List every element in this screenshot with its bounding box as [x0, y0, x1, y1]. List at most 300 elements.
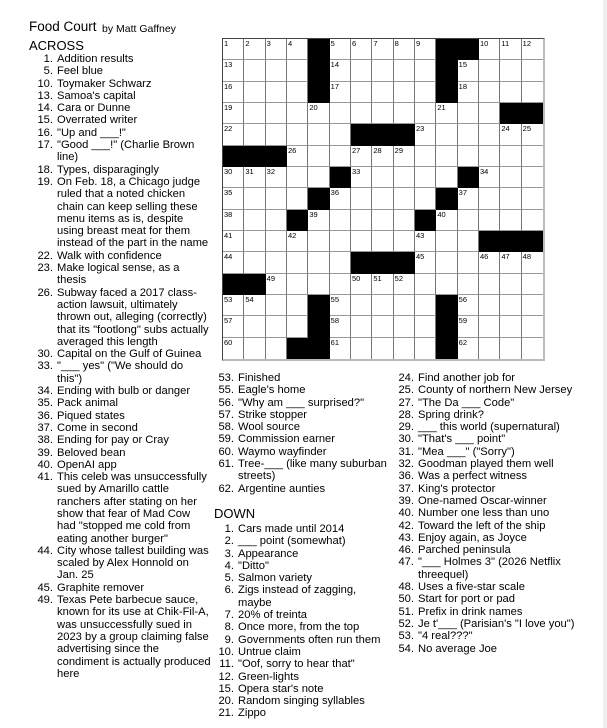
- grid-cell[interactable]: [266, 210, 287, 231]
- grid-cell[interactable]: [223, 295, 244, 316]
- grid-cell[interactable]: [330, 60, 351, 81]
- grid-cell[interactable]: [500, 60, 521, 81]
- down-clue[interactable]: [394, 433, 584, 445]
- grid-cell[interactable]: [479, 338, 500, 359]
- grid-cell[interactable]: [522, 124, 543, 145]
- clue-number: 51.: [398, 605, 414, 618]
- grid-cell[interactable]: [351, 210, 372, 231]
- down-clue[interactable]: [394, 446, 584, 458]
- grid-cell[interactable]: [244, 338, 265, 359]
- down-clue[interactable]: [214, 560, 392, 572]
- grid-cell[interactable]: [415, 252, 436, 273]
- grid-cell[interactable]: [372, 103, 393, 124]
- clue-text: "Ditto": [238, 559, 269, 572]
- grid-cell[interactable]: [522, 60, 543, 81]
- grid-cell[interactable]: [287, 188, 308, 209]
- grid-cell[interactable]: [351, 167, 372, 188]
- grid-cell[interactable]: [458, 60, 479, 81]
- down-clue[interactable]: [394, 397, 584, 409]
- grid-cell[interactable]: [415, 39, 436, 60]
- grid-cell[interactable]: [287, 274, 308, 295]
- grid-cell[interactable]: [394, 338, 415, 359]
- grid-cell[interactable]: [287, 231, 308, 252]
- grid-cell[interactable]: [287, 252, 308, 273]
- grid-cell[interactable]: [266, 338, 287, 359]
- grid-cell[interactable]: [287, 316, 308, 337]
- grid-cell[interactable]: [415, 82, 436, 103]
- black-square: [308, 295, 329, 316]
- grid-cell[interactable]: [223, 82, 244, 103]
- cell-number: 7: [373, 39, 378, 48]
- grid-cell[interactable]: [287, 39, 308, 60]
- grid-cell[interactable]: [244, 252, 265, 273]
- grid-cell[interactable]: [415, 231, 436, 252]
- across-clue[interactable]: [29, 90, 211, 102]
- cell-number: 34: [480, 167, 489, 176]
- grid-cell[interactable]: [266, 124, 287, 145]
- grid-cell[interactable]: [244, 231, 265, 252]
- clue-number: 43.: [398, 531, 414, 544]
- across-clue[interactable]: [29, 545, 211, 582]
- grid-cell[interactable]: [500, 146, 521, 167]
- grid-cell[interactable]: [394, 167, 415, 188]
- grid-cell[interactable]: [372, 295, 393, 316]
- grid-cell[interactable]: [223, 103, 244, 124]
- grid-cell[interactable]: [394, 295, 415, 316]
- cell-number: 9: [416, 39, 421, 48]
- grid-cell[interactable]: [479, 252, 500, 273]
- grid-cell[interactable]: [266, 82, 287, 103]
- grid-cell[interactable]: [266, 316, 287, 337]
- grid-cell[interactable]: [244, 210, 265, 231]
- clue-text: OpenAI app: [57, 458, 117, 471]
- across-clue[interactable]: [214, 397, 392, 409]
- grid-cell[interactable]: [436, 274, 457, 295]
- clue-text: Types, disparagingly: [57, 163, 159, 176]
- grid-cell[interactable]: [394, 316, 415, 337]
- grid-cell[interactable]: [479, 103, 500, 124]
- grid-cell[interactable]: [330, 274, 351, 295]
- across-clue[interactable]: [29, 360, 211, 385]
- across-clue[interactable]: [29, 471, 211, 545]
- down-clue[interactable]: [214, 535, 392, 547]
- grid-cell[interactable]: [522, 210, 543, 231]
- down-clue[interactable]: [214, 658, 392, 670]
- grid-cell[interactable]: [500, 252, 521, 273]
- grid-cell[interactable]: [372, 274, 393, 295]
- down-clue[interactable]: [214, 707, 392, 719]
- black-square: [244, 274, 265, 295]
- grid-cell[interactable]: [479, 167, 500, 188]
- cell-number: 32: [266, 167, 275, 176]
- grid-cell[interactable]: [436, 252, 457, 273]
- grid-cell[interactable]: [500, 274, 521, 295]
- clue-text: Je t'___ (Parisian's "I love you"): [418, 617, 575, 630]
- grid-cell[interactable]: [436, 146, 457, 167]
- grid-cell[interactable]: [500, 82, 521, 103]
- grid-cell[interactable]: [330, 231, 351, 252]
- down-clue[interactable]: [214, 609, 392, 621]
- grid-cell[interactable]: [223, 167, 244, 188]
- grid-cell[interactable]: [394, 210, 415, 231]
- clue-text: Spring drink?: [418, 408, 484, 421]
- grid-cell[interactable]: [223, 39, 244, 60]
- grid-cell[interactable]: [308, 252, 329, 273]
- grid-cell[interactable]: [522, 82, 543, 103]
- grid-cell[interactable]: [287, 146, 308, 167]
- across-clue[interactable]: [29, 447, 211, 459]
- down-clue[interactable]: [394, 556, 584, 581]
- grid-cell[interactable]: [287, 167, 308, 188]
- grid-cell[interactable]: [372, 39, 393, 60]
- grid-cell[interactable]: [287, 124, 308, 145]
- across-clue[interactable]: [29, 127, 211, 139]
- grid-cell[interactable]: [351, 82, 372, 103]
- grid-cell[interactable]: [500, 167, 521, 188]
- grid-cell[interactable]: [458, 252, 479, 273]
- grid-cell[interactable]: [479, 39, 500, 60]
- grid-cell[interactable]: [351, 231, 372, 252]
- grid-cell[interactable]: [223, 210, 244, 231]
- across-clue[interactable]: [29, 114, 211, 126]
- grid-cell[interactable]: [479, 295, 500, 316]
- down-clue[interactable]: [394, 372, 584, 384]
- grid-cell[interactable]: [223, 252, 244, 273]
- grid-cell[interactable]: [479, 146, 500, 167]
- down-clue[interactable]: [394, 544, 584, 556]
- grid-cell[interactable]: [479, 210, 500, 231]
- grid-cell[interactable]: [415, 146, 436, 167]
- grid-cell[interactable]: [244, 188, 265, 209]
- grid-cell[interactable]: [436, 231, 457, 252]
- grid-cell[interactable]: [394, 231, 415, 252]
- grid-cell[interactable]: [308, 124, 329, 145]
- down-clue[interactable]: [394, 483, 584, 495]
- grid-cell[interactable]: [479, 274, 500, 295]
- grid-cell[interactable]: [458, 274, 479, 295]
- grid-cell[interactable]: [522, 167, 543, 188]
- grid-cell[interactable]: [223, 231, 244, 252]
- grid-cell[interactable]: [330, 338, 351, 359]
- grid-cell[interactable]: [308, 103, 329, 124]
- clue-text: Governments often run them: [238, 633, 381, 646]
- grid-cell[interactable]: [244, 39, 265, 60]
- down-clue[interactable]: [394, 458, 584, 470]
- clue-text: "___ yes" ("We should do this"): [57, 360, 184, 385]
- grid-cell[interactable]: [372, 231, 393, 252]
- across-clue[interactable]: [29, 262, 211, 287]
- grid-cell[interactable]: [394, 60, 415, 81]
- grid-cell[interactable]: [500, 295, 521, 316]
- grid-cell[interactable]: [500, 210, 521, 231]
- grid-cell[interactable]: [330, 103, 351, 124]
- grid-cell[interactable]: [522, 188, 543, 209]
- grid-cell[interactable]: [372, 316, 393, 337]
- clue-text: One-named Oscar-winner: [418, 494, 547, 507]
- grid-cell[interactable]: [330, 124, 351, 145]
- grid-cell[interactable]: [372, 210, 393, 231]
- grid-cell[interactable]: [266, 167, 287, 188]
- grid-cell[interactable]: [372, 60, 393, 81]
- grid-cell[interactable]: [436, 167, 457, 188]
- grid-cell[interactable]: [522, 252, 543, 273]
- grid-cell[interactable]: [522, 338, 543, 359]
- grid-cell[interactable]: [330, 295, 351, 316]
- grid-cell[interactable]: [394, 82, 415, 103]
- across-clue[interactable]: [214, 372, 392, 384]
- clue-number: 7.: [224, 609, 234, 622]
- grid-cell[interactable]: [522, 295, 543, 316]
- grid-cell[interactable]: [458, 124, 479, 145]
- black-square: [522, 231, 543, 252]
- grid-cell[interactable]: [394, 146, 415, 167]
- clue-number: 40.: [37, 458, 53, 471]
- cell-number: 55: [330, 295, 339, 304]
- grid-cell[interactable]: [458, 295, 479, 316]
- grid-cell[interactable]: [351, 338, 372, 359]
- across-clue[interactable]: [29, 422, 211, 434]
- grid-cell[interactable]: [244, 124, 265, 145]
- grid-cell[interactable]: [415, 188, 436, 209]
- grid-cell[interactable]: [351, 39, 372, 60]
- grid-cell[interactable]: [436, 103, 457, 124]
- down-clue[interactable]: [394, 470, 584, 482]
- grid-cell[interactable]: [287, 295, 308, 316]
- across-clue[interactable]: [29, 250, 211, 262]
- grid-cell[interactable]: [458, 188, 479, 209]
- grid-cell[interactable]: [479, 124, 500, 145]
- grid-cell[interactable]: [436, 124, 457, 145]
- crossword-grid[interactable]: [222, 38, 545, 361]
- grid-cell[interactable]: [458, 146, 479, 167]
- across-clue[interactable]: [29, 434, 211, 446]
- across-clue[interactable]: [29, 348, 211, 360]
- grid-cell[interactable]: [372, 146, 393, 167]
- grid-cell[interactable]: [266, 295, 287, 316]
- down-clue[interactable]: [214, 646, 392, 658]
- clue-number: 18.: [37, 163, 53, 176]
- grid-cell[interactable]: [244, 60, 265, 81]
- grid-cell[interactable]: [266, 274, 287, 295]
- grid-cell[interactable]: [351, 274, 372, 295]
- down-clue[interactable]: [214, 695, 392, 707]
- grid-cell[interactable]: [244, 82, 265, 103]
- across-heading: ACROSS: [29, 38, 84, 53]
- grid-cell[interactable]: [308, 210, 329, 231]
- grid-cell[interactable]: [500, 124, 521, 145]
- grid-cell[interactable]: [266, 252, 287, 273]
- cell-number: 20: [309, 103, 318, 112]
- down-clue[interactable]: [394, 409, 584, 421]
- across-clue[interactable]: [29, 102, 211, 114]
- down-clue-list-continued: [394, 372, 584, 655]
- down-clue[interactable]: [214, 572, 392, 584]
- down-clue[interactable]: [394, 581, 584, 593]
- grid-cell[interactable]: [223, 188, 244, 209]
- grid-cell[interactable]: [244, 103, 265, 124]
- grid-cell[interactable]: [458, 103, 479, 124]
- down-clue[interactable]: [214, 683, 392, 695]
- grid-cell[interactable]: [351, 188, 372, 209]
- cell-number: 21: [437, 103, 446, 112]
- grid-cell[interactable]: [522, 146, 543, 167]
- down-clue[interactable]: [394, 618, 584, 630]
- down-clue[interactable]: [394, 532, 584, 544]
- across-clue[interactable]: [29, 139, 211, 164]
- grid-cell[interactable]: [287, 60, 308, 81]
- grid-cell[interactable]: [330, 146, 351, 167]
- grid-cell[interactable]: [372, 338, 393, 359]
- across-clue[interactable]: [29, 582, 211, 594]
- across-clue[interactable]: [214, 446, 392, 458]
- down-clue[interactable]: [214, 584, 392, 609]
- across-clue[interactable]: [214, 384, 392, 396]
- across-clue[interactable]: [29, 385, 211, 397]
- across-clue[interactable]: [29, 410, 211, 422]
- across-clue[interactable]: [214, 433, 392, 445]
- down-clue[interactable]: [394, 643, 584, 655]
- grid-cell[interactable]: [415, 103, 436, 124]
- grid-cell[interactable]: [372, 188, 393, 209]
- grid-cell[interactable]: [458, 82, 479, 103]
- down-clue[interactable]: [214, 634, 392, 646]
- clue-text: Texas Pete barbecue sauce, known for its use at Chik-Fil-A, was unsuccessfully sued in 2023 by a group claiming false advertising since the condiment is actually produced here: [57, 594, 211, 680]
- grid-cell[interactable]: [266, 60, 287, 81]
- down-clue[interactable]: [394, 593, 584, 605]
- down-clue[interactable]: [214, 671, 392, 683]
- down-clue[interactable]: [214, 548, 392, 560]
- grid-cell[interactable]: [351, 103, 372, 124]
- grid-cell[interactable]: [330, 210, 351, 231]
- grid-cell[interactable]: [308, 231, 329, 252]
- across-clue[interactable]: [29, 164, 211, 176]
- grid-cell[interactable]: [479, 60, 500, 81]
- grid-cell[interactable]: [500, 39, 521, 60]
- grid-cell[interactable]: [330, 252, 351, 273]
- across-clue[interactable]: [29, 397, 211, 409]
- grid-cell[interactable]: [415, 124, 436, 145]
- cell-number: 40: [437, 209, 446, 219]
- grid-cell[interactable]: [266, 188, 287, 209]
- grid-cell[interactable]: [394, 188, 415, 209]
- across-clue[interactable]: [29, 594, 211, 680]
- grid-cell[interactable]: [415, 295, 436, 316]
- across-clue[interactable]: [29, 78, 211, 90]
- grid-cell[interactable]: [266, 103, 287, 124]
- grid-cell[interactable]: [372, 167, 393, 188]
- grid-cell[interactable]: [522, 316, 543, 337]
- down-clue[interactable]: [214, 523, 392, 535]
- across-clue[interactable]: [29, 65, 211, 77]
- grid-cell[interactable]: [415, 167, 436, 188]
- grid-cell[interactable]: [330, 188, 351, 209]
- down-clue[interactable]: [394, 421, 584, 433]
- grid-cell[interactable]: [266, 39, 287, 60]
- grid-cell[interactable]: [500, 316, 521, 337]
- grid-cell[interactable]: [308, 146, 329, 167]
- across-clue[interactable]: [214, 409, 392, 421]
- grid-cell[interactable]: [479, 82, 500, 103]
- grid-cell[interactable]: [500, 338, 521, 359]
- grid-cell[interactable]: [458, 210, 479, 231]
- grid-cell[interactable]: [287, 82, 308, 103]
- grid-cell[interactable]: [244, 295, 265, 316]
- grid-cell[interactable]: [351, 295, 372, 316]
- clue-number: 15.: [218, 682, 234, 695]
- down-clue[interactable]: [394, 520, 584, 532]
- grid-cell[interactable]: [223, 316, 244, 337]
- across-clue[interactable]: [29, 459, 211, 471]
- clue-text: 20% of treinta: [238, 609, 308, 622]
- grid-cell[interactable]: [394, 39, 415, 60]
- grid-cell[interactable]: [415, 274, 436, 295]
- grid-cell[interactable]: [500, 188, 521, 209]
- grid-cell[interactable]: [308, 274, 329, 295]
- grid-cell[interactable]: [351, 60, 372, 81]
- across-clue[interactable]: [29, 53, 211, 65]
- grid-cell[interactable]: [351, 146, 372, 167]
- grid-cell[interactable]: [330, 316, 351, 337]
- clue-number: 62.: [218, 482, 234, 495]
- clue-text: Samoa's capital: [57, 89, 136, 102]
- grid-cell[interactable]: [372, 82, 393, 103]
- grid-cell[interactable]: [479, 188, 500, 209]
- grid-cell[interactable]: [223, 338, 244, 359]
- across-clue[interactable]: [214, 421, 392, 433]
- grid-cell[interactable]: [522, 274, 543, 295]
- grid-cell[interactable]: [415, 338, 436, 359]
- grid-cell[interactable]: [287, 103, 308, 124]
- clue-text: Cars made until 2014: [238, 522, 345, 535]
- grid-cell[interactable]: [244, 316, 265, 337]
- across-clue[interactable]: [29, 287, 211, 348]
- clue-number: 28.: [398, 408, 414, 421]
- down-clue[interactable]: [394, 630, 584, 642]
- grid-cell[interactable]: [458, 338, 479, 359]
- grid-cell[interactable]: [223, 60, 244, 81]
- grid-cell[interactable]: [351, 316, 372, 337]
- grid-cell[interactable]: [223, 124, 244, 145]
- grid-cell[interactable]: [458, 231, 479, 252]
- grid-cell[interactable]: [415, 60, 436, 81]
- grid-cell[interactable]: [522, 39, 543, 60]
- grid-cell[interactable]: [458, 316, 479, 337]
- down-clue[interactable]: [394, 507, 584, 519]
- clue-number: 24.: [398, 372, 414, 384]
- grid-cell[interactable]: [330, 82, 351, 103]
- grid-cell[interactable]: [479, 316, 500, 337]
- grid-cell[interactable]: [266, 231, 287, 252]
- grid-cell[interactable]: [436, 210, 457, 231]
- clue-number: 56.: [218, 396, 234, 409]
- down-clue[interactable]: [394, 384, 584, 396]
- down-clue[interactable]: [394, 495, 584, 507]
- across-clue[interactable]: [214, 458, 392, 483]
- grid-cell[interactable]: [308, 167, 329, 188]
- grid-cell[interactable]: [415, 316, 436, 337]
- cell-number: 28: [373, 145, 382, 155]
- grid-cell[interactable]: [244, 167, 265, 188]
- down-clue[interactable]: [214, 621, 392, 633]
- across-clue[interactable]: [214, 483, 392, 495]
- grid-cell[interactable]: [394, 103, 415, 124]
- grid-cell[interactable]: [330, 39, 351, 60]
- black-square: [500, 231, 521, 252]
- across-clue-list: [29, 53, 211, 680]
- down-clue[interactable]: [394, 606, 584, 618]
- across-clue[interactable]: [29, 176, 211, 250]
- grid-cell[interactable]: [394, 274, 415, 295]
